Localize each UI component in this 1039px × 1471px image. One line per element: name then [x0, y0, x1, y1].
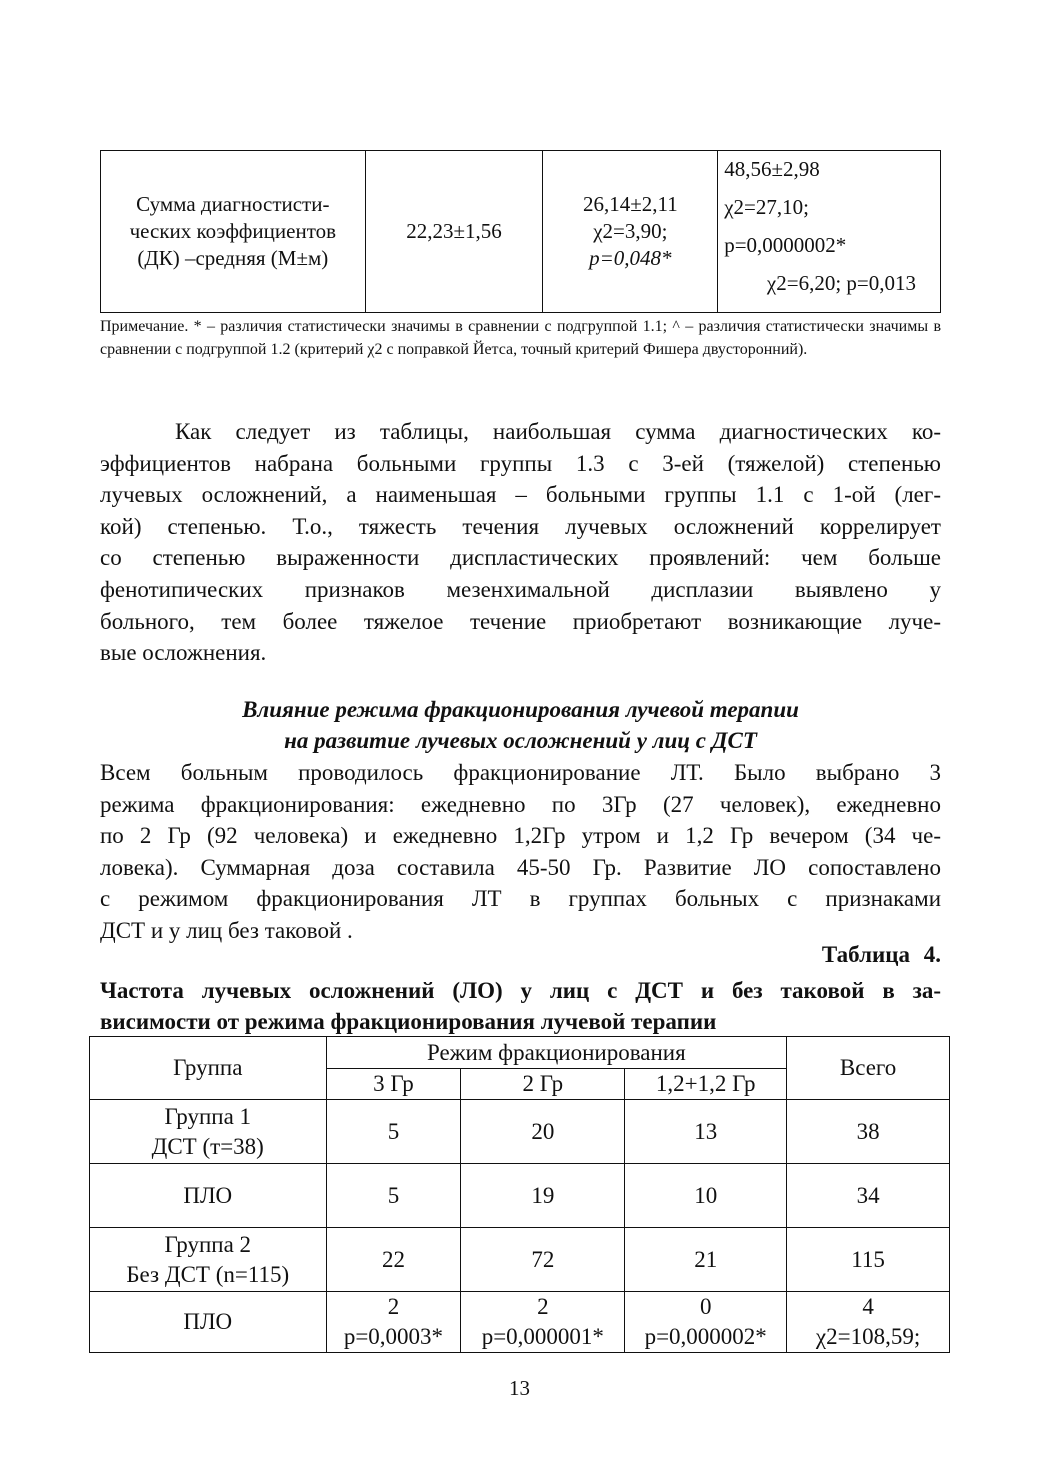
cell-stat: p=0,000001* [481, 1324, 604, 1349]
cell-line: χ2=27,10; [724, 195, 809, 219]
table-label: Таблица 4. [821, 942, 941, 967]
cell-line: 2 [387, 1294, 400, 1319]
caption-line: висимости от режима фракционирования лучевой терапии [100, 1009, 717, 1034]
text-line: режима фракционирования: ежедневно по 3Гр (27 человек), ежедневно [100, 791, 941, 817]
cell-value: 10 [625, 1164, 787, 1228]
row-label [90, 1100, 327, 1164]
page-number: 13 [509, 1376, 530, 1400]
table-row [90, 1228, 950, 1292]
cell-value: 13 [625, 1100, 787, 1164]
cell-value: 22 [326, 1228, 461, 1292]
section-heading: на развитие лучевых осложнений у лиц с ДСТ [284, 728, 757, 753]
header-mode-1: 3 Гр [326, 1069, 461, 1100]
cell-value: 72 [461, 1228, 625, 1292]
cell-stat: p=0,000002* [644, 1324, 767, 1349]
cell-line: 26,14±2,11 [582, 192, 678, 216]
cell-value [625, 1292, 787, 1353]
row-label-line: Группа 2 [164, 1231, 252, 1257]
cell-line: p=0,048* [589, 246, 672, 270]
text-line: эффициентов набрана больными группы 1.3 с 3-ей (тяжелой) степенью [100, 450, 941, 476]
text-line: по 2 Гр (92 человека) и ежедневно 1,2Гр утром и 1,2 Гр вечером (34 че- [100, 823, 941, 849]
row-label: ПЛО [90, 1292, 327, 1353]
text-line: вые осложнения. [100, 640, 267, 666]
cell-value: 5 [326, 1164, 461, 1228]
cell-line: p=0,0000002* [724, 233, 847, 257]
cell-value [718, 151, 941, 313]
section-heading: Влияние режима фракционирования лучевой терапии [242, 697, 799, 722]
text-line: фенотипических признаков мезенхимальной дисплазии выявлено у [100, 576, 941, 602]
table-row [101, 151, 941, 313]
cell-value: 19 [461, 1164, 625, 1228]
cell-value [543, 151, 718, 313]
cell-line: 2 [537, 1294, 549, 1319]
row-label: ПЛО [90, 1164, 327, 1228]
text-line: кой) степенью. Т.о., тяжесть течения лучевых осложнений коррелирует [100, 513, 941, 539]
row-label-line: Группа 1 [164, 1103, 252, 1129]
row-label-line: Сумма диагностисти- [136, 192, 330, 216]
table-note: Примечание. * – различия статистически значимы в сравнении с подгруппой 1.1; ^ – различия статистически значимы в сравнении с подгруппой 1.2 (критерий χ2 с поправкой Йетса, точный критерий Фишера двусторонний). [100, 318, 941, 358]
cell-value [787, 1292, 950, 1353]
cell-value: 115 [787, 1228, 950, 1292]
row-label [90, 1228, 327, 1292]
header-mode-3: 1,2+1,2 Гр [625, 1069, 787, 1100]
cell-value: 20 [461, 1100, 625, 1164]
cell-line: 0 [699, 1294, 712, 1319]
cell-stat: χ2=108,59; [815, 1324, 921, 1349]
cell-line: 4 [862, 1294, 874, 1319]
cell-line: 48,56±2,98 [724, 157, 820, 181]
cell-line: χ2=6,20; p=0,013 [766, 271, 916, 295]
table-caption [100, 975, 941, 1037]
text-line: лучевых осложнений, а наименьшая – больными группы 1.1 с 1-ой (лег- [100, 482, 941, 508]
text-line: с режимом фракционирования ЛТ в группах больных с признаками [100, 886, 941, 912]
header-group: Группа [90, 1037, 327, 1100]
paragraph [100, 757, 941, 947]
cell-value: 38 [787, 1100, 950, 1164]
row-label-line: Без ДСТ (n=115) [126, 1261, 290, 1287]
caption-line: Частота лучевых осложнений (ЛО) у лиц с ДСТ и без таковой в за- [100, 978, 941, 1003]
text-line: ловека). Суммарная доза составила 45-50 Гр. Развитие ЛО сопоставлено [100, 854, 941, 880]
table-header-row [90, 1037, 950, 1069]
table-row [90, 1164, 950, 1228]
cell-value [326, 1292, 461, 1353]
row-label-line: (ДК) –средняя (М±м) [137, 246, 329, 270]
table-4 [89, 1036, 950, 1353]
text-line: больного, тем более тяжелое течение приобретают возникающие луче- [100, 608, 941, 634]
text-line: ДСТ и у лиц без таковой . [100, 917, 353, 943]
table-1-continuation [100, 150, 941, 313]
row-label-line: ческих коэффициентов [129, 219, 337, 243]
header-mode: Режим фракционирования [326, 1037, 787, 1069]
cell-line: χ2=3,90; [593, 219, 668, 243]
header-mode-2: 2 Гр [461, 1069, 625, 1100]
row-label [101, 151, 366, 313]
cell-value [461, 1292, 625, 1353]
text-line: Всем больным проводилось фракционирование ЛТ. Было выбрано 3 [100, 760, 941, 785]
paragraph [100, 416, 941, 669]
table-row [90, 1100, 950, 1164]
cell-value: 22,23±1,56 [365, 151, 543, 313]
text-line: Как следует из таблицы, наибольшая сумма диагностических ко- [175, 419, 941, 444]
header-total: Всего [787, 1037, 950, 1100]
cell-value: 34 [787, 1164, 950, 1228]
row-label-line: ДСТ (т=38) [151, 1133, 264, 1159]
text-line: со степенью выраженности диспластических проявлений: чем больше [100, 545, 941, 571]
cell-stat: p=0,0003* [343, 1324, 444, 1349]
table-row [90, 1292, 950, 1353]
cell-value: 21 [625, 1228, 787, 1292]
cell-value: 5 [326, 1100, 461, 1164]
